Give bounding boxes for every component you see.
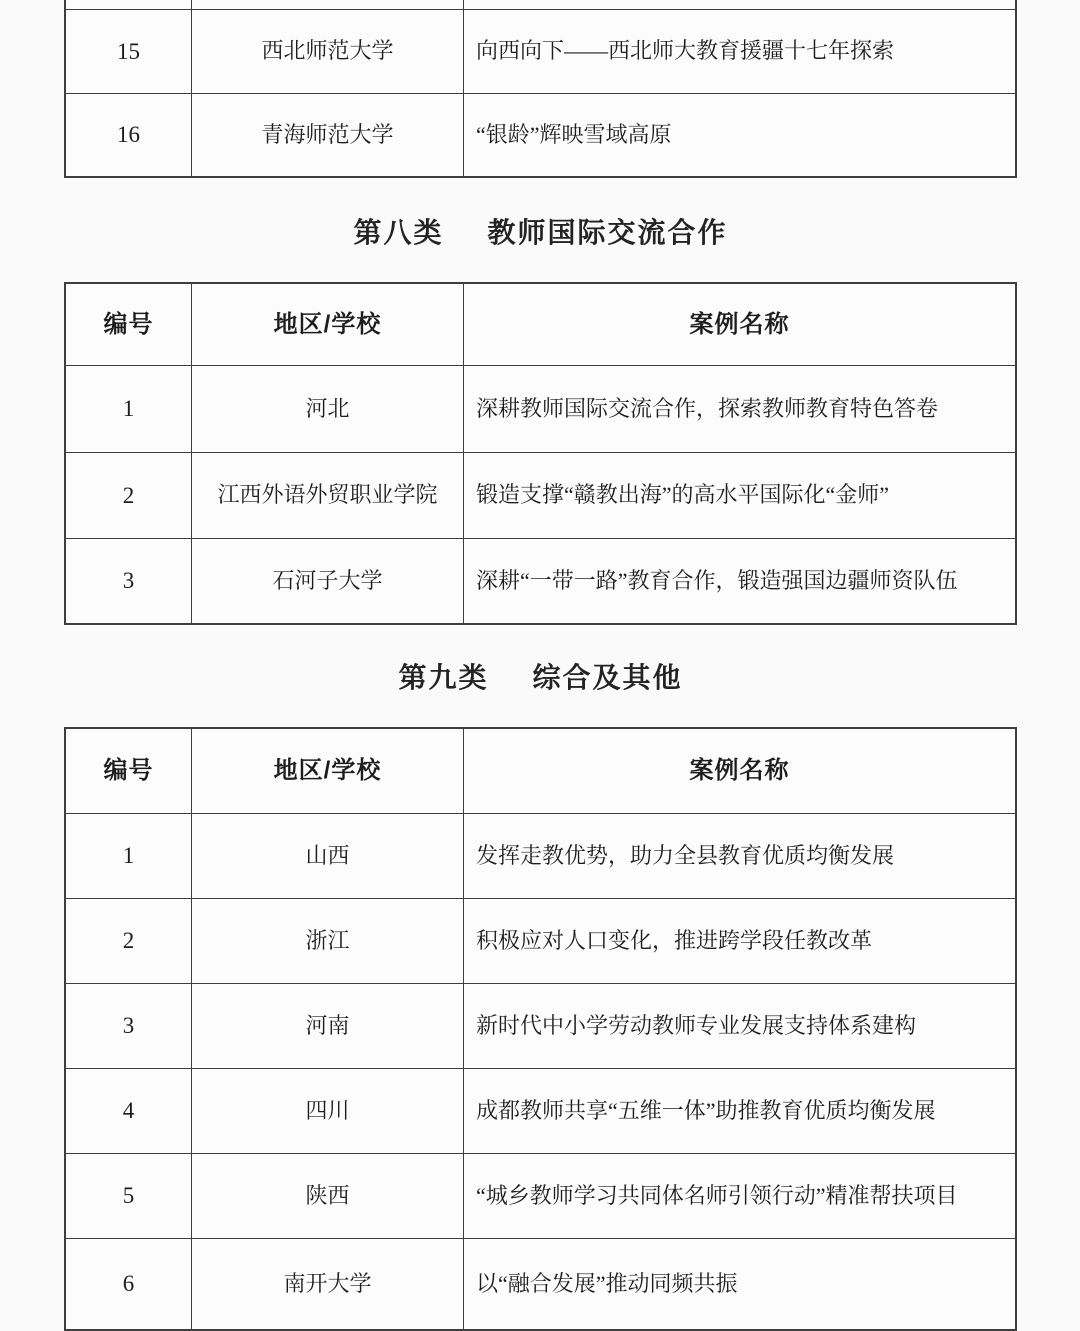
table-cell-school: 石河子大学 — [192, 539, 464, 623]
table-cell-number: 3 — [66, 539, 192, 623]
section-9-heading — [64, 649, 1017, 727]
table-cell-case: “银龄”辉映雪域高原 — [476, 121, 672, 147]
document-page — [64, 0, 1017, 1331]
table-cell-case: 向西向下——西北师大教育援疆十七年探索 — [464, 10, 1015, 94]
table-cell-school: 西北师范大学 — [192, 10, 464, 94]
column-header-school: 地区/学校 — [192, 284, 464, 366]
previous-category-table — [64, 0, 1017, 178]
table-cell-case: 新时代中小学劳动教师专业发展支持体系建构 — [464, 984, 1015, 1069]
table-cell-school: 四川 — [192, 1069, 464, 1154]
table-cell-case: 以“融合发展”推动同频共振 — [476, 1270, 738, 1296]
section-9-table — [64, 727, 1017, 1331]
table-cell-number: 1 — [66, 366, 192, 453]
table-cell-school: 陕西 — [192, 1154, 464, 1239]
table-cell-school: 浙江 — [192, 899, 464, 984]
table-cell-number: 16 — [66, 94, 192, 176]
cropped-row-remnant-cell — [192, 0, 464, 10]
section-9-heading-category: 第九类 — [398, 662, 489, 693]
table-cell-school: 江西外语外贸职业学院 — [192, 453, 464, 539]
table-cell-number: 15 — [66, 10, 192, 94]
table-cell-number: 2 — [66, 899, 192, 984]
table-cell-number: 5 — [66, 1154, 192, 1239]
cropped-row-remnant-cell — [464, 0, 1015, 10]
table-cell-case: “城乡教师学习共同体名师引领行动”精准帮扶项目 — [464, 1154, 1015, 1239]
column-header-number: 编号 — [66, 284, 192, 366]
table-cell-case: 深耕“一带一路”教育合作，锻造强国边疆师资队伍 — [476, 567, 958, 593]
table-cell-case: 发挥走教优势，助力全县教育优质均衡发展 — [464, 814, 1015, 899]
table-cell-case: 锻造支撑“赣教出海”的高水平国际化“金师” — [464, 453, 1015, 539]
table-cell-number: 4 — [66, 1069, 192, 1154]
section-8-heading — [64, 204, 1017, 282]
table-cell-school: 青海师范大学 — [192, 94, 464, 176]
column-header-number: 编号 — [66, 729, 192, 814]
table-cell-number: 2 — [66, 453, 192, 539]
section-9-heading-title: 综合及其他 — [532, 662, 683, 693]
table-cell-case: 深耕教师国际交流合作，探索教师教育特色答卷 — [464, 366, 1015, 453]
table-cell-number: 1 — [66, 814, 192, 899]
table-cell-case: 积极应对人口变化，推进跨学段任教改革 — [464, 899, 1015, 984]
column-header-case: 案例名称 — [464, 284, 1015, 366]
table-cell-number: 3 — [66, 984, 192, 1069]
table-cell-school: 河南 — [192, 984, 464, 1069]
section-8-table — [64, 282, 1017, 625]
table-cell-school: 河北 — [192, 366, 464, 453]
table-cell-school: 山西 — [192, 814, 464, 899]
table-cell-school: 南开大学 — [192, 1239, 464, 1329]
section-8-heading-category: 第八类 — [353, 217, 444, 248]
column-header-case: 案例名称 — [464, 729, 1015, 814]
table-cell-case: 成都教师共享“五维一体”助推教育优质均衡发展 — [464, 1069, 1015, 1154]
section-8-heading-title: 教师国际交流合作 — [487, 217, 728, 248]
table-cell-number: 6 — [66, 1239, 192, 1329]
cropped-row-remnant-cell — [66, 0, 192, 10]
column-header-school: 地区/学校 — [192, 729, 464, 814]
